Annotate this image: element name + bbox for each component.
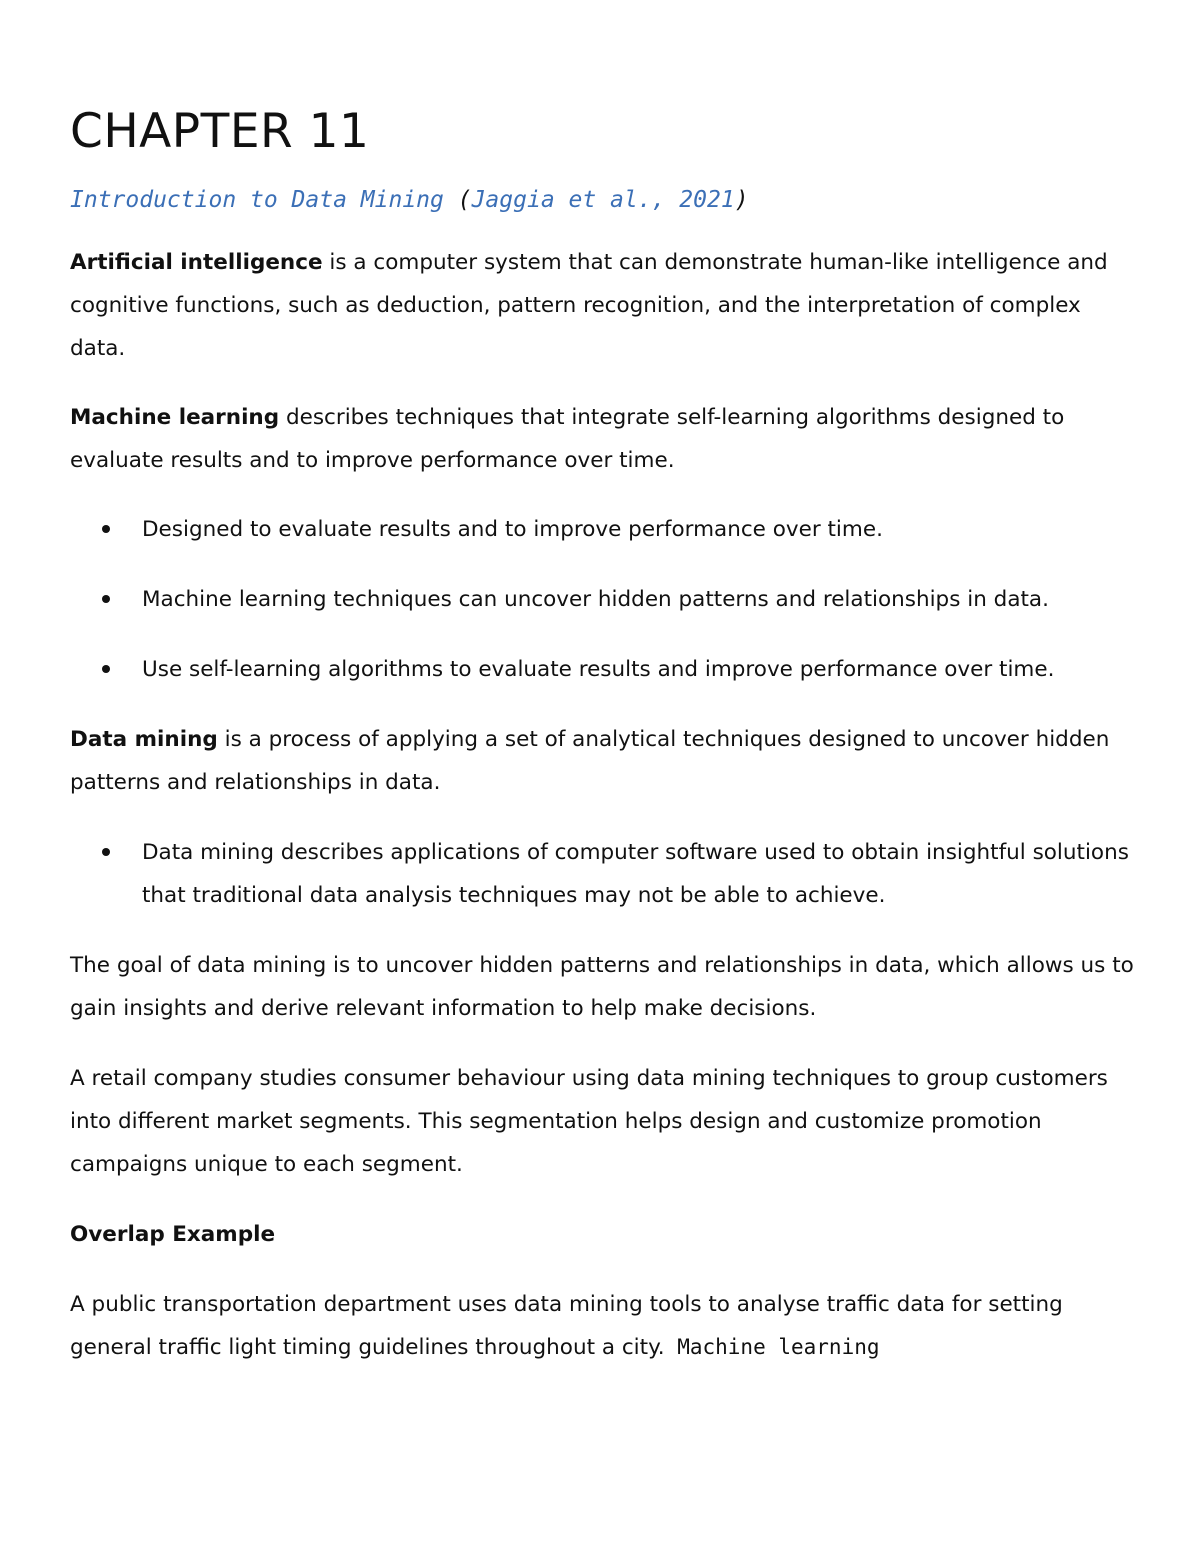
overlap-paragraph [70,1283,1140,1369]
list-item [70,648,1140,691]
open-paren: ( [443,187,472,213]
dm-definition [70,718,1140,804]
list-item [70,831,1140,917]
dm-bullet-list [70,831,1140,917]
ai-definition [70,241,1140,370]
retail-paragraph: A retail company studies consumer behaviour using data mining techniques to group customers into different market segments. This segmentation helps design and customize promotion campaigns unique to each segment. [70,1066,1108,1177]
ml-text: describes techniques that integrate self-learning algorithms designed to evaluate results and to improve performance over time. [70,405,1065,473]
bullet-icon [102,848,110,856]
dm-text: is a process of applying a set of analytical techniques designed to uncover hidden patterns and relationships in data. [70,727,1110,795]
book-title-link[interactable]: Introduction to Data Mining [70,187,444,213]
ai-term: Artificial intelligence [70,250,323,275]
bullet-icon [102,525,110,533]
chapter-subtitle [70,184,1140,216]
goal-paragraph: The goal of data mining is to uncover hidden patterns and relationships in data, which allows us to gain insights and derive relevant information to help make decisions. [70,953,1134,1021]
ml-term: Machine learning [70,405,280,430]
bullet-icon [102,595,110,603]
overlap-heading-text: Overlap Example [70,1222,276,1247]
ml-bullet-text: Designed to evaluate results and to improve performance over time. [142,517,883,542]
bullet-icon [102,665,110,673]
overlap-text: A public transportation department uses data mining tools to analyse traffic data for setting general traffic light timing guidelines throughout a city. [70,1292,1063,1360]
overlap-heading [70,1213,1140,1256]
dm-bullet-text: Data mining describes applications of computer software used to obtain insightful solutions that traditional data analysis techniques may not be able to achieve. [142,840,1129,908]
document-page [70,100,1140,1369]
ml-bullet-text: Use self-learning algorithms to evaluate results and improve performance over time. [142,657,1055,682]
citation-link[interactable]: Jaggia et al., 2021 [471,187,735,213]
ml-bullet-list [70,508,1140,691]
close-paren: ) [734,187,749,213]
chapter-title: CHAPTER 11 [70,104,370,159]
dm-term: Data mining [70,727,218,752]
ml-bullet-text: Machine learning techniques can uncover hidden patterns and relationships in data. [142,587,1049,612]
list-item [70,508,1140,551]
list-item [70,578,1140,621]
overlap-text-continued: Machine learning [664,1335,880,1359]
ml-definition [70,396,1140,482]
ai-text: is a computer system that can demonstrate human-like intelligence and cognitive functions, such as deduction, pattern recognition, and the interpretation of complex data. [70,250,1108,361]
